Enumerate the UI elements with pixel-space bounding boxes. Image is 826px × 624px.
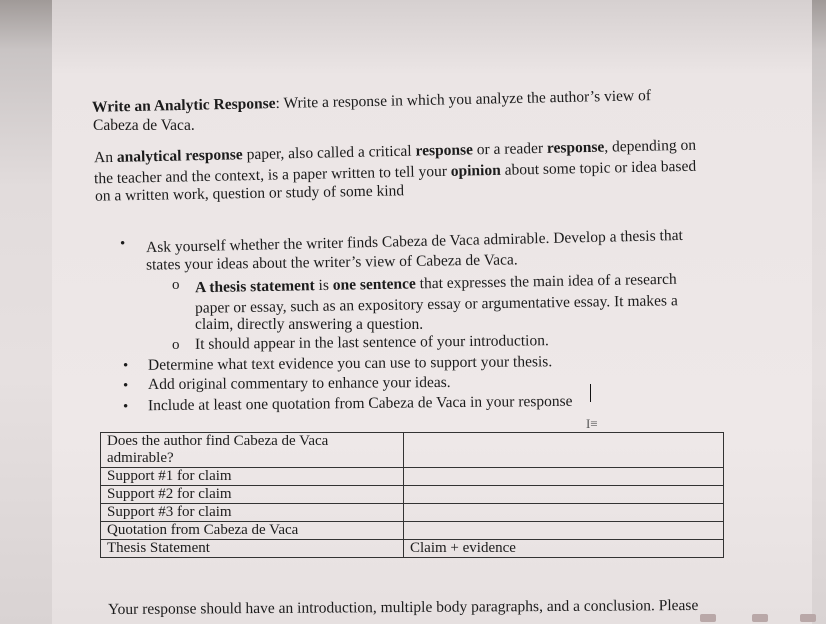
intro-bold: opinion (450, 161, 501, 180)
table-cell[interactable] (404, 486, 724, 504)
bullet-dot: • (123, 358, 129, 374)
sub-1-line-3: claim, directly answering a question. (195, 316, 424, 333)
bullet-3: Add original commentary to enhance your ideas. (147, 373, 451, 394)
intro-text: An (93, 148, 118, 167)
intro-text: or a reader (472, 139, 548, 159)
claim-table (100, 432, 724, 558)
table-cell[interactable]: Claim + evidence (404, 540, 724, 558)
intro-line-3: on a written work, question or study of some kind (94, 182, 405, 205)
table-row (101, 468, 724, 486)
table-cell[interactable]: Support #3 for claim (101, 504, 404, 522)
table-cell[interactable]: Support #1 for claim (101, 468, 404, 486)
table-cell[interactable]: Does the author find Cabeza de Vaca admirable? (101, 433, 404, 468)
taskbar-icon[interactable] (700, 614, 716, 622)
sub-1-text: that expresses the main idea of a research (415, 270, 677, 293)
intro-text: the teacher and the context, is a paper written to tell your (93, 162, 451, 188)
sub-bullet-circle: o (172, 277, 180, 293)
sub-1-text: is (314, 276, 333, 295)
footer-text: Your response should have an introduction, multiple body paragraphs, and a conclusion. Please (107, 596, 699, 619)
bullet-dot: • (123, 378, 129, 394)
bullet-dot: • (120, 236, 126, 252)
text-caret (590, 384, 591, 402)
i-beam-cursor-icon: I≡ (586, 416, 598, 431)
intro-text: , depending on (604, 136, 697, 156)
bullet-1-line-1: Ask yourself whether the writer finds Cabeza de Vaca admirable. Develop a thesis that (145, 226, 683, 257)
intro-bold: response (415, 141, 474, 160)
table-row (101, 486, 724, 504)
table-cell[interactable] (404, 433, 724, 468)
sub-1-bold: A thesis statement (194, 277, 315, 297)
bullet-4: Include at least one quotation from Cabeza de Vaca in your response (147, 392, 573, 415)
table-cell[interactable]: Quotation from Cabeza de Vaca (101, 522, 404, 540)
table-row (101, 522, 724, 540)
sub-2-line: It should appear in the last sentence of your introduction. (194, 332, 549, 353)
table-row (101, 433, 724, 468)
bullet-dot: • (123, 399, 129, 415)
intro-bold: response (546, 138, 605, 157)
heading-line-2: Cabeza de Vaca. (93, 117, 195, 134)
sub-bullet-circle: o (172, 337, 180, 353)
table-cell[interactable] (404, 468, 724, 486)
sub-1-bold: one sentence (332, 275, 417, 294)
table-cell[interactable] (404, 504, 724, 522)
table-cell[interactable]: Thesis Statement (101, 540, 404, 558)
sub-1-line-2: paper or essay, such as an expository essay or argumentative essay. It makes a (194, 292, 678, 317)
table-row (101, 540, 724, 558)
taskbar-icon[interactable] (752, 614, 768, 622)
bullet-1-line-2: states your ideas about the writer’s view of Cabeza de Vaca. (145, 251, 518, 274)
intro-bold: analytical response (116, 146, 243, 166)
heading-text: : Write a response in which you analyze the author’s view of (275, 87, 652, 113)
bullet-2: Determine what text evidence you can use to support your thesis. (147, 353, 553, 374)
table-row (101, 504, 724, 522)
taskbar-icon[interactable] (800, 614, 816, 622)
intro-text: about some topic or idea based (500, 157, 697, 179)
heading-label: Write an Analytic Response (91, 95, 276, 116)
intro-text: paper, also called a critical (242, 142, 416, 164)
table-cell[interactable] (404, 522, 724, 540)
table-cell[interactable]: Support #2 for claim (101, 486, 404, 504)
